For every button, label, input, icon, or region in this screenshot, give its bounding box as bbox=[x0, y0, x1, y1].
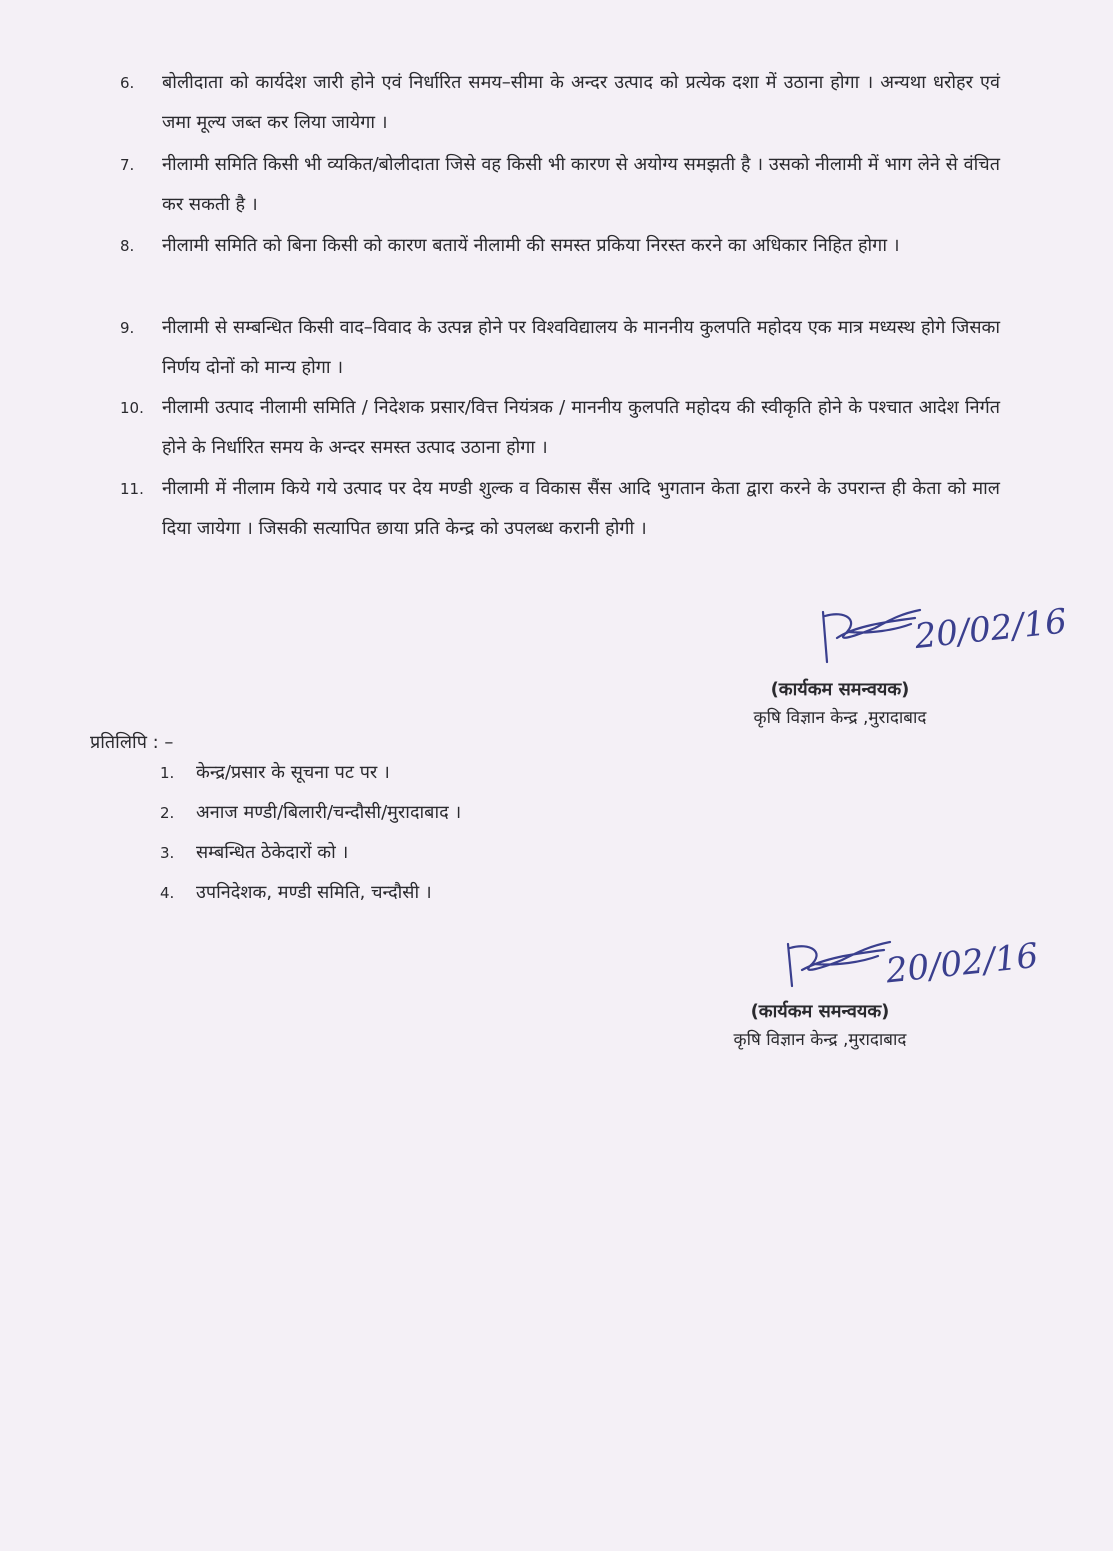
condition-text: बोलीदाता को कार्यदेश जारी होने एवं निर्धारित समय–सीमा के अन्दर उत्पाद को प्रत्येक दशा में उठाना होगा । अन्यथा धरोहर एवं जमा मूल्य जब्त कर लिया जायेगा । bbox=[162, 72, 1000, 133]
list-item-text: अनाज मण्डी/बिलारी/चन्दौसी/मुरादाबाद । bbox=[196, 802, 462, 823]
condition-text: नीलामी समिति किसी भी व्यकित/बोलीदाता जिसे वह किसी भी कारण से अयोग्य समझती है । उसको नीलामी में भाग लेने से वंचित कर सकती है । bbox=[162, 154, 1000, 215]
list-item bbox=[160, 873, 760, 913]
list-item bbox=[160, 753, 760, 793]
list-item-text: सम्बन्धित ठेकेदारों को । bbox=[196, 842, 349, 863]
list-item-text: उपनिदेशक, मण्डी समिति, चन्दौसी । bbox=[196, 882, 432, 903]
signatory-title: (कार्यकम समन्वयक) bbox=[770, 679, 910, 700]
signatory-title: (कार्यकम समन्वयक) bbox=[750, 1001, 890, 1022]
condition-number: 6. bbox=[120, 74, 135, 92]
condition-number: 10. bbox=[120, 399, 144, 417]
condition-number: 7. bbox=[120, 156, 135, 174]
copy-to-label: प्रतिलिपि : – bbox=[90, 732, 174, 753]
condition-text: नीलामी समिति को बिना किसी को कारण बतायें नीलामी की समस्त प्रकिया निरस्त करने का अधिकार निहित होगा । bbox=[162, 235, 900, 256]
condition-8 bbox=[120, 226, 1000, 266]
copy-to-list bbox=[160, 753, 760, 913]
list-item-number: 4. bbox=[160, 884, 175, 902]
list-item-text: केन्द्र/प्रसार के सूचना पट पर । bbox=[196, 762, 390, 783]
condition-6 bbox=[120, 63, 1000, 143]
condition-11 bbox=[120, 469, 1000, 549]
list-item-number: 2. bbox=[160, 804, 175, 822]
list-item-number: 3. bbox=[160, 844, 175, 862]
list-item bbox=[160, 793, 760, 833]
signature-date: 20/02/16 bbox=[912, 601, 1069, 658]
condition-text: नीलामी से सम्बन्धित किसी वाद–विवाद के उत्पन्न होने पर विश्वविद्यालय के माननीय कुलपति महोदय एक मात्र मध्यस्थ होगे जिसका निर्णय दोनों को मान्य होगा । bbox=[162, 317, 1000, 378]
condition-number: 9. bbox=[120, 319, 135, 337]
list-item-number: 1. bbox=[160, 764, 175, 782]
condition-number: 8. bbox=[120, 237, 135, 255]
list-item bbox=[160, 833, 760, 873]
condition-number: 11. bbox=[120, 480, 144, 498]
signature-mark bbox=[815, 592, 1069, 674]
signature-date: 20/02/16 bbox=[884, 935, 1041, 992]
signatory-office: कृषि विज्ञान केन्द्र ,मुरादाबाद bbox=[753, 708, 927, 728]
condition-7 bbox=[120, 145, 1000, 225]
signatory-office: कृषि विज्ञान केन्द्र ,मुरादाबाद bbox=[733, 1030, 907, 1050]
signature-block-2 bbox=[695, 998, 945, 1054]
condition-9 bbox=[120, 308, 1000, 388]
condition-text: नीलामी उत्पाद नीलामी समिति / निदेशक प्रसार/वित्त नियंत्रक / माननीय कुलपति महोदय की स्वीकृति होने के पश्चात आदेश निर्गत होने के निर्धारित समय के अन्दर समस्त उत्पाद उठाना होगा । bbox=[162, 397, 1000, 458]
condition-10 bbox=[120, 388, 1000, 468]
signature-mark bbox=[780, 928, 1041, 1000]
signature-block-1 bbox=[720, 676, 960, 732]
condition-text: नीलामी में नीलाम किये गये उत्पाद पर देय मण्डी शुल्क व विकास सैंस आदि भुगतान केता द्वारा करने के उपरान्त ही केता को माल दिया जायेगा । जिसकी सत्यापित छाया प्रति केन्द्र को उपलब्ध करानी होगी । bbox=[162, 478, 1000, 539]
